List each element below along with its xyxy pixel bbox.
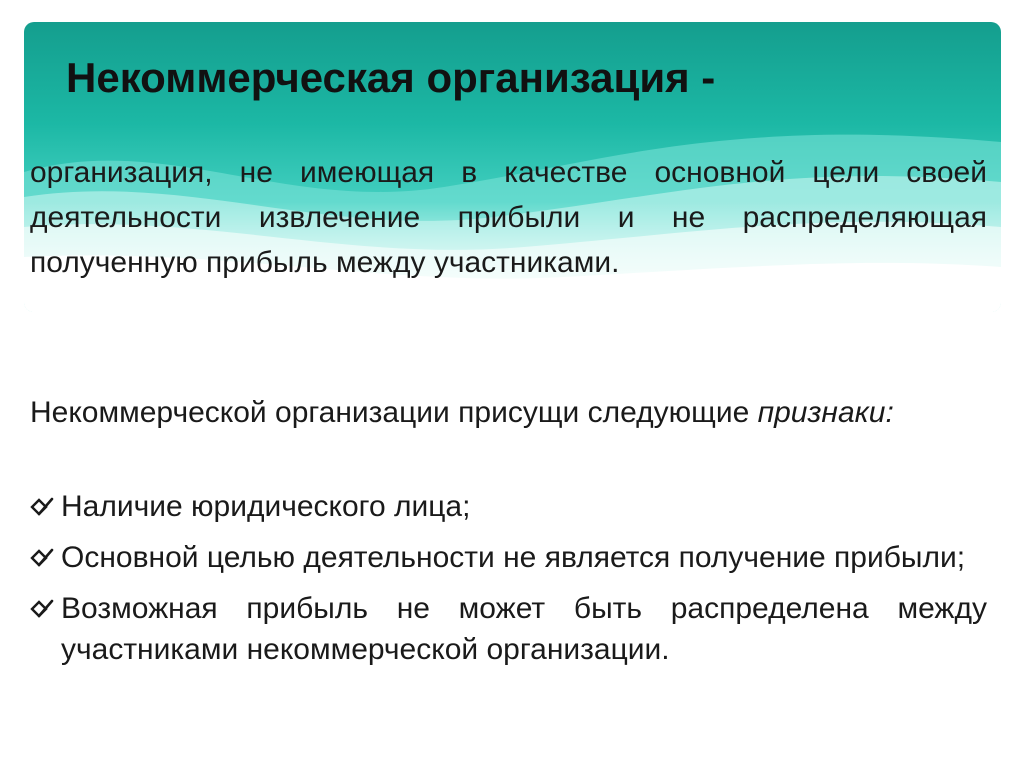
arrowhead-check-icon bbox=[30, 496, 58, 518]
definition-text: организация, не имеющая в качестве основной цели своей деятельности извлечение прибыли и не распределяющая полученную прибыль между участниками. bbox=[30, 156, 987, 279]
arrowhead-check-icon bbox=[30, 598, 58, 620]
features-intro bbox=[30, 390, 987, 435]
feature-text: Возможная прибыль не может быть распределена между участниками некоммерческой организации. bbox=[61, 592, 987, 666]
feature-text: Наличие юридического лица; bbox=[61, 490, 471, 523]
slide-title: Некоммерческая организация - bbox=[66, 54, 716, 101]
feature-text: Основной целью деятельности не является получение прибыли; bbox=[61, 541, 966, 574]
features-intro-emphasis: признаки: bbox=[757, 396, 894, 429]
list-item bbox=[30, 588, 987, 670]
list-item bbox=[30, 537, 987, 578]
features-intro-text: Некоммерческой организации присущи следующие bbox=[30, 396, 758, 429]
arrowhead-check-icon bbox=[30, 547, 58, 569]
features-list bbox=[30, 486, 987, 680]
list-item bbox=[30, 486, 987, 527]
